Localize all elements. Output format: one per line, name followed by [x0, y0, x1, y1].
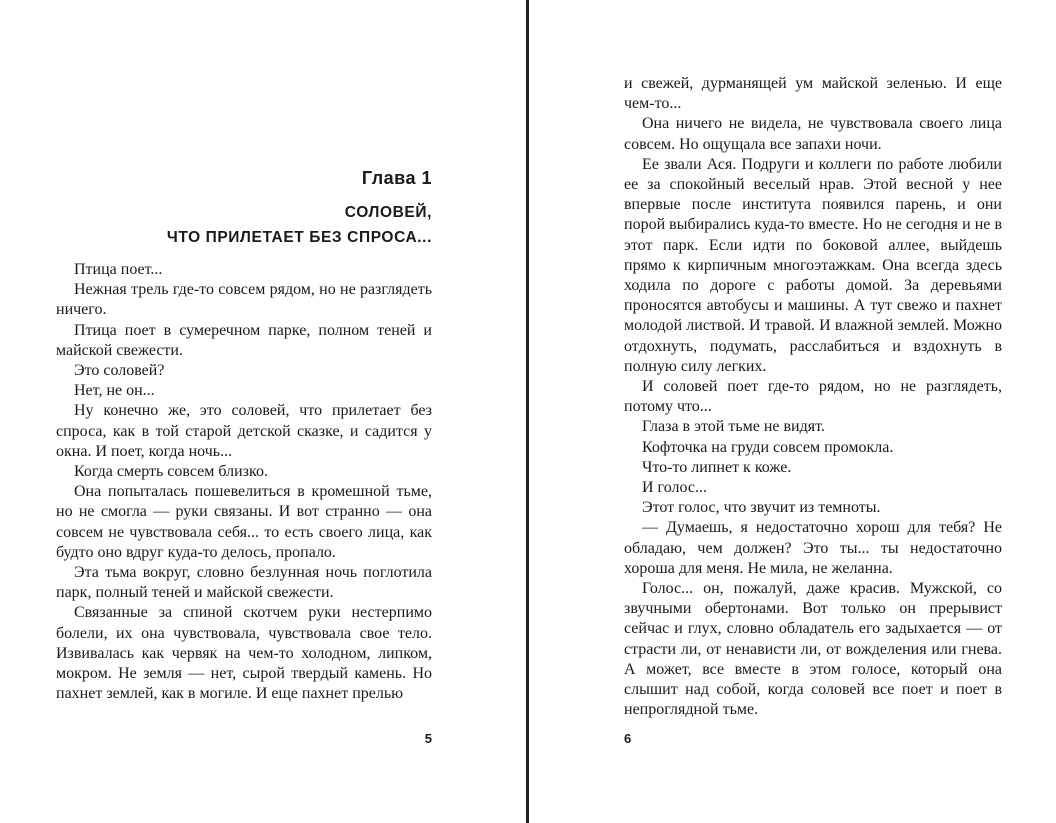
left-page [56, 0, 432, 823]
chapter-title [167, 200, 432, 250]
continuation-paragraph: и свежей, дурманящей ум майской зеленью. И еще чем-то... [624, 75, 1002, 113]
chapter-label: Глава 1 [361, 168, 432, 188]
paragraph: Кофточка на груди совсем промокла. [642, 438, 894, 456]
paragraph: Она попыталась пошевелиться в кромешной тьме, но не смогла — руки связаны. И вот странно — она совсем не чувствовала себя... то есть своего лица, как будто оно вдруг куда-то делось, пропало. [56, 483, 432, 561]
book-spine-divider [526, 0, 529, 823]
paragraph: Это соловей? [74, 362, 165, 380]
paragraph: Нет, не он... [74, 382, 155, 400]
paragraph: Птица поет... [74, 261, 163, 278]
paragraph: Этот голос, что звучит из темноты. [642, 499, 881, 517]
paragraph: И голос... [642, 479, 707, 497]
chapter-title-line: ЧТО ПРИЛЕТАЕТ БЕЗ СПРОСА... [166, 229, 432, 246]
paragraph: Ее звали Ася. Подруги и коллеги по работе любили ее за спокойный веселый нрав. Этой весной у нее впервые после института появился парень, и они порой выбирались куда-то вместе. Но не сегодня и не в этот парк. Если идти по боковой аллее, выйдешь прямо к кирпичным многоэтажкам. Она всегда здесь ходила по дороге с работы домой. За деревьями проносятся автобусы и машины. А тут свежо и пахнет молодой листвой. И травой. И влажной землей. Можно отдохнуть, подумать, расслабиться и вздохнуть в полную силу легких. [624, 155, 1002, 375]
left-page-text [56, 260, 432, 704]
paragraph: — Думаешь, я недостаточно хорош для тебя? Не обладаю, чем должен? Это ты... ты недостаточно хороша для меня. Не мила, не желанна. [624, 519, 1002, 577]
right-page [624, 0, 1002, 823]
paragraph: Ну конечно же, это соловей, что прилетает без спроса, как в той старой детской сказке, и садится у окна. И поет, когда ночь... [56, 402, 432, 460]
paragraph: Когда смерть совсем близко. [74, 463, 268, 481]
page-number: 6 [624, 731, 632, 746]
right-page-text [624, 74, 1002, 721]
chapter-title-line: СОЛОВЕЙ, [344, 204, 432, 221]
paragraph: Птица поет в сумеречном парке, полном теней и майской свежести. [56, 321, 432, 359]
paragraph: Связанные за спиной скотчем руки нестерпимо болели, их она чувствовала, чувствовала свое тело. Извивалась как червяк на чем-то холодном, липком, мокром. Не земля — нет, сырой твердый камень. Но пахнет землей, как в могиле. И еще пахнет прелью [56, 604, 432, 703]
page-number: 5 [424, 731, 432, 746]
paragraph: И соловей поет где-то рядом, но не разглядеть, потому что... [624, 378, 1002, 416]
paragraph: Она ничего не видела, не чувствовала своего лица совсем. Но ощущала все запахи ночи. [624, 115, 1002, 153]
paragraph: Глаза в этой тьме не видят. [642, 418, 825, 436]
paragraph: Голос... он, пожалуй, даже красив. Мужской, со звучными обертонами. Вот только он прерывист сейчас и глух, словно обладатель его задыхается — от страсти ли, от ненависти ли, от вожделения или гнева. А может, все вместе в этом голосе, который она слышит над собой, когда соловей все поет и поет в непроглядной тьме. [624, 580, 1002, 719]
paragraph: Что-то липнет к коже. [642, 458, 792, 476]
paragraph: Эта тьма вокруг, словно безлунная ночь поглотила парк, полный теней и майской свежести. [56, 564, 432, 602]
paragraph: Нежная трель где-то совсем рядом, но не разглядеть ничего. [56, 281, 432, 319]
